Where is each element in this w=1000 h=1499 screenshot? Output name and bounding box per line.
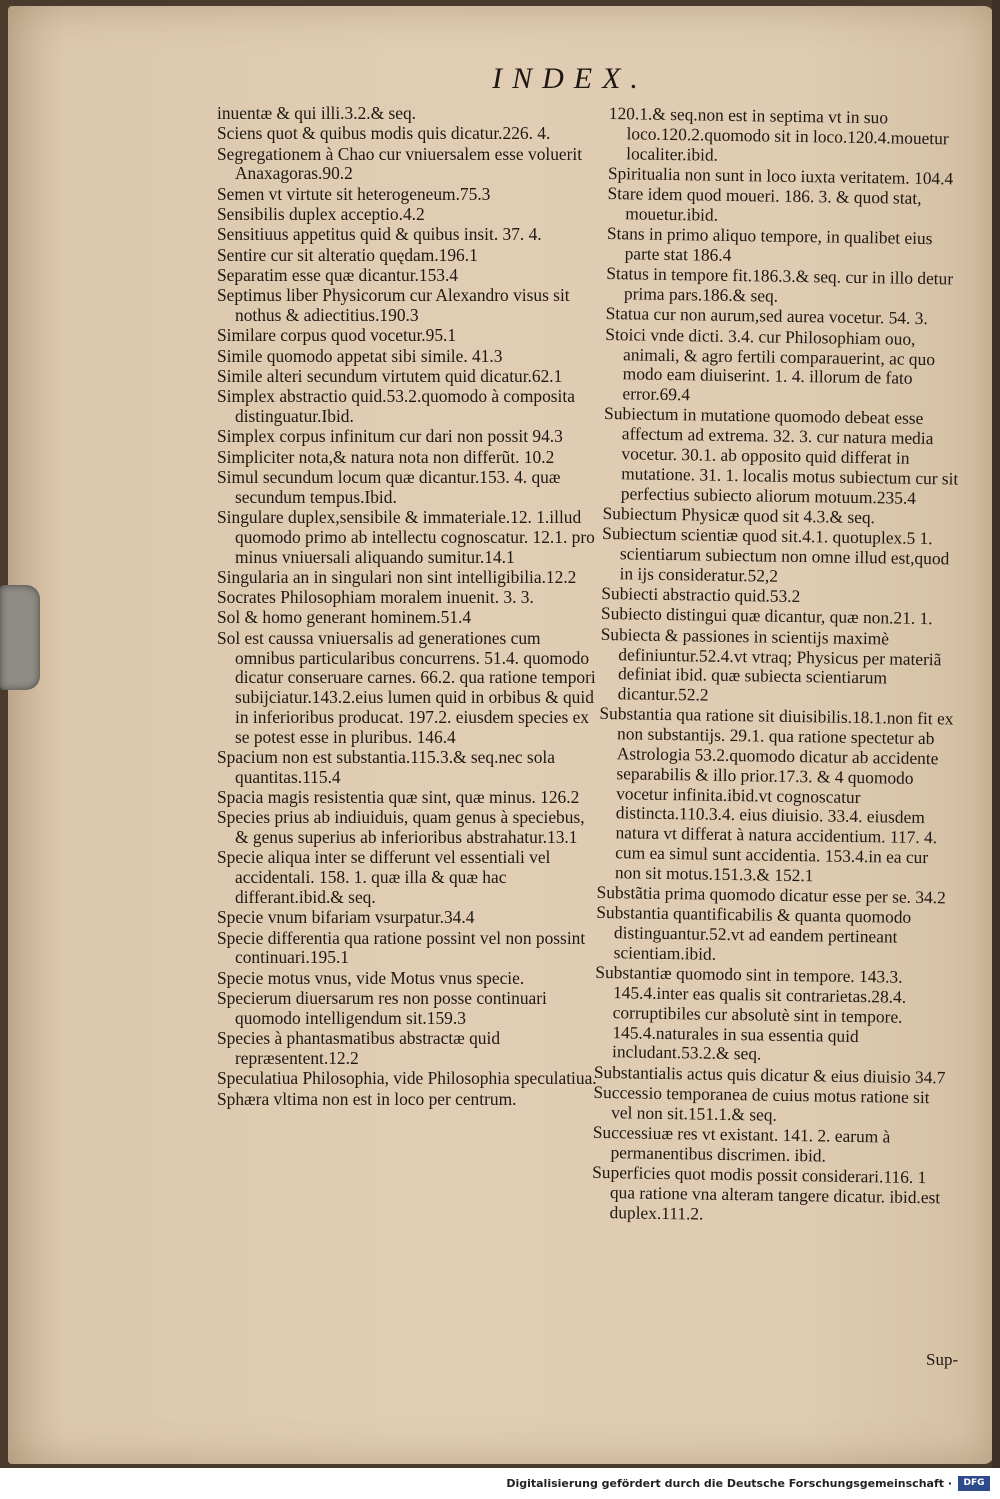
index-entry: Simile alteri secundum virtutem quid dicatur.62.1	[217, 365, 563, 386]
index-entry: Speculatiua Philosophia, vide Philosophia speculatiua.	[217, 1068, 597, 1089]
index-entry: Substantia quantificabilis & quanta quomodo distinguantur.52.vt ad eandem pertineant scientiam.ibid.	[596, 902, 912, 964]
index-entry: Species prius ab indiuiduis, quam genus à speciebus, & genus superius ab inferioribus abstrahatur.13.1	[217, 807, 585, 848]
index-entry: Spacia magis resistentia quæ sint, quæ minus. 126.2	[217, 787, 580, 808]
index-entry: Specierum diuersarum res non posse continuari quomodo intelligendum sit.159.3	[217, 988, 547, 1028]
index-entry: Substãtia prima quomodo dicatur esse per se. 34.2	[596, 881, 946, 908]
page-title: INDEX.	[492, 62, 648, 95]
index-entry: Sol & homo generant hominem.51.4	[217, 607, 472, 628]
index-entry: Substantia qua ratione sit diuisibilis.18.1.non fit ex non substantijs. 29.1. qua ratione spectetur ab Astrologia 53.2.quomodo dicatur ab accidente separabilis & illo prior.17.3. & 4 quomodo vocetur infinita.ibid.vt cognoscatur distincta.110.3.4. eius diuisio. 33.4. eiusdem natura vt differat à natura accidentium. 117. 4. cum ea simul sunt accidentia. 153.4.in ea cur non sit motus.151.3.& 152.1	[599, 703, 954, 886]
catchword: Sup-	[926, 1350, 959, 1369]
index-entry: Sentire cur sit alteratio quędam.196.1	[217, 244, 478, 265]
index-entry: Species à phantasmatibus abstractæ quid repræsentent.12.2	[217, 1028, 501, 1068]
index-entry: Successio temporanea de cuius motus ratione sit vel non sit.151.1.& seq.	[593, 1081, 930, 1125]
index-entry: Substantialis actus quis dicatur & eius diuisio 34.7	[593, 1061, 946, 1088]
index-entry: Semen vt virtute sit heterogeneum.75.3	[217, 183, 491, 204]
index-entry: Simul secundum locum quæ dicantur.153. 4. quæ secundum tempus.Ibid.	[217, 466, 561, 507]
index-entry: Subiecta & passiones in scientijs maximè definiuntur.52.4.vt vtraq; Physicus per materiã definiat ibid. quæ subiecta scientiarum dicantur.52.2	[600, 623, 942, 705]
index-entry: Subiectum scientiæ quod sit.4.1. quotuplex.5 1. scientiarum subiectum non omne illud est,quod in ijs consideratur.52,2	[602, 523, 950, 586]
index-entry: Sensibilis duplex acceptio.4.2	[217, 203, 425, 224]
index-entry: Simpliciter nota,& natura nota non differũt. 10.2	[217, 446, 555, 467]
index-entry: Specie aliqua inter se differunt vel essentiali vel accidentali. 158. 1. quæ illa & quæ hac differant.ibid.& seq.	[217, 847, 551, 908]
index-entry: Subiectum in mutatione quomodo debeat esse affectum ad extrema. 32. 3. cur natura media vocetur. 30.1. ab opposito quid differat in mutatione. 31. 1. localis motus subiectum cur sit perfectius subiecto aliorum motuum.235.4	[603, 403, 959, 508]
index-entry: Subiecto distingui quæ dicantur, quæ non.21. 1.	[600, 603, 933, 629]
index-entry: Segregationem à Chao cur vniuersalem esse voluerit Anaxagoras.90.2	[217, 143, 583, 184]
index-entry: Specie differentia qua ratione possint vel non possint continuari.195.1	[217, 927, 586, 968]
index-column-left	[217, 104, 597, 1110]
index-entry: Sensitiuus appetitus quid & quibus insit. 37. 4.	[217, 224, 542, 245]
index-entry: Subiecti abstractio quid.53.2	[601, 583, 801, 607]
index-entry: Stare idem quod moueri. 186. 3. & quod stat, mouetur.ibid.	[607, 183, 922, 225]
index-entry: Similare corpus quod vocetur.95.1	[217, 325, 457, 346]
index-entry: Socrates Philosophiam moralem inuenit. 3. 3.	[217, 587, 534, 608]
index-entry: Singulare duplex,sensibile & immateriale.12. 1.illud quomodo primo ab intellectu cognoscatur. 12.1. pro minus vniuersali aliquando sumitur.14.1	[217, 506, 595, 567]
book-clasp	[0, 585, 40, 690]
index-entry: Specie motus vnus, vide Motus vnus specie.	[217, 967, 525, 988]
index-entry: Sciens quot & quibus modis quis dicatur.226. 4.	[217, 123, 551, 144]
index-entry: Subiectum Physicæ quod sit 4.3.& seq.	[602, 502, 876, 528]
index-entry: Sphæra vltima non est in loco per centrum.	[217, 1088, 517, 1109]
dfg-logo-icon: DFG	[958, 1476, 990, 1491]
index-entry: Successiuæ res vt existant. 141. 2. earum à permanentibus discrimen. ibid.	[592, 1122, 891, 1166]
index-entry: Spacium non est substantia.115.3.& seq.nec sola quantitas.115.4	[217, 747, 555, 787]
index-entry: Superficies quot modis possit considerari.116. 1 qua ratione vna alteram tangere dicatur. ibid.est duplex.111.2.	[592, 1162, 941, 1224]
index-entry: Simplex corpus infinitum cur dari non possit 94.3	[217, 426, 563, 447]
index-entry: Stans in primo aliquo tempore, in qualibet eius parte stat 186.4	[606, 223, 933, 266]
index-entry: Spiritualia non sunt in loco iuxta veritatem. 104.4	[607, 162, 954, 189]
index-entry: 120.1.& seq.non est in septima vt in suo loco.120.2.quomodo sit in loco.120.4.mouetur localiter.ibid.	[608, 103, 949, 165]
index-entry: Specie vnum bifariam vsurpatur.34.4	[217, 907, 475, 928]
index-entry: Statua cur non aurum,sed aurea vocetur. 54. 3.	[605, 303, 928, 329]
index-entry: Stoici vnde dicti. 3.4. cur Philosophiam ouo, animali, & agro fertili comparauerint, ac quo modo eam diuiserint. 1. 4. illorum de fato error.69.4	[605, 323, 936, 405]
index-entry: Singularia an in singulari non sint intelligibilia.12.2	[217, 566, 577, 587]
index-entry: Status in tempore fit.186.3.& seq. cur in illo detur prima pars.186.& seq.	[606, 263, 954, 306]
index-entry: Simplex abstractio quid.53.2.quomodo à composita distinguatur.Ibid.	[217, 386, 575, 426]
index-entry: inuentæ & qui illi.3.2.& seq.	[217, 103, 417, 123]
index-entry: Substantiæ quomodo sint in tempore. 143.3. 145.4.inter eas qualis sit contrarietas.28.4. corruptibiles cur absolutè sint in tempore. 145.4.naturales in sua essentia quid includant.53.2.& seq.	[595, 962, 907, 1064]
index-entry: Separatim esse quæ dicantur.153.4	[217, 264, 459, 285]
funding-credit: Digitalisierung gefördert durch die Deutsche Forschungsgemeinschaft ·	[506, 1477, 952, 1490]
index-entry: Septimus liber Physicorum cur Alexandro visus sit nothus & adiectitius.190.3	[217, 285, 570, 325]
page-edge	[992, 0, 1000, 1468]
index-entry: Simile quomodo appetat sibi simile. 41.3	[217, 345, 503, 366]
index-column-right	[591, 104, 965, 1229]
footer	[0, 1468, 1000, 1499]
index-entry: Sol est caussa vniuersalis ad generationes cum omnibus particularibus concurrens. 51.4. quomodo dicatur conseruare carnes. 66.2. qua ratione tempori subijciatur.143.2.eius lumen quid in orbibus & quid in inferioribus producat. 197.2. eiusdem species ex se potest esse in pluribus. 146.4	[217, 627, 596, 747]
